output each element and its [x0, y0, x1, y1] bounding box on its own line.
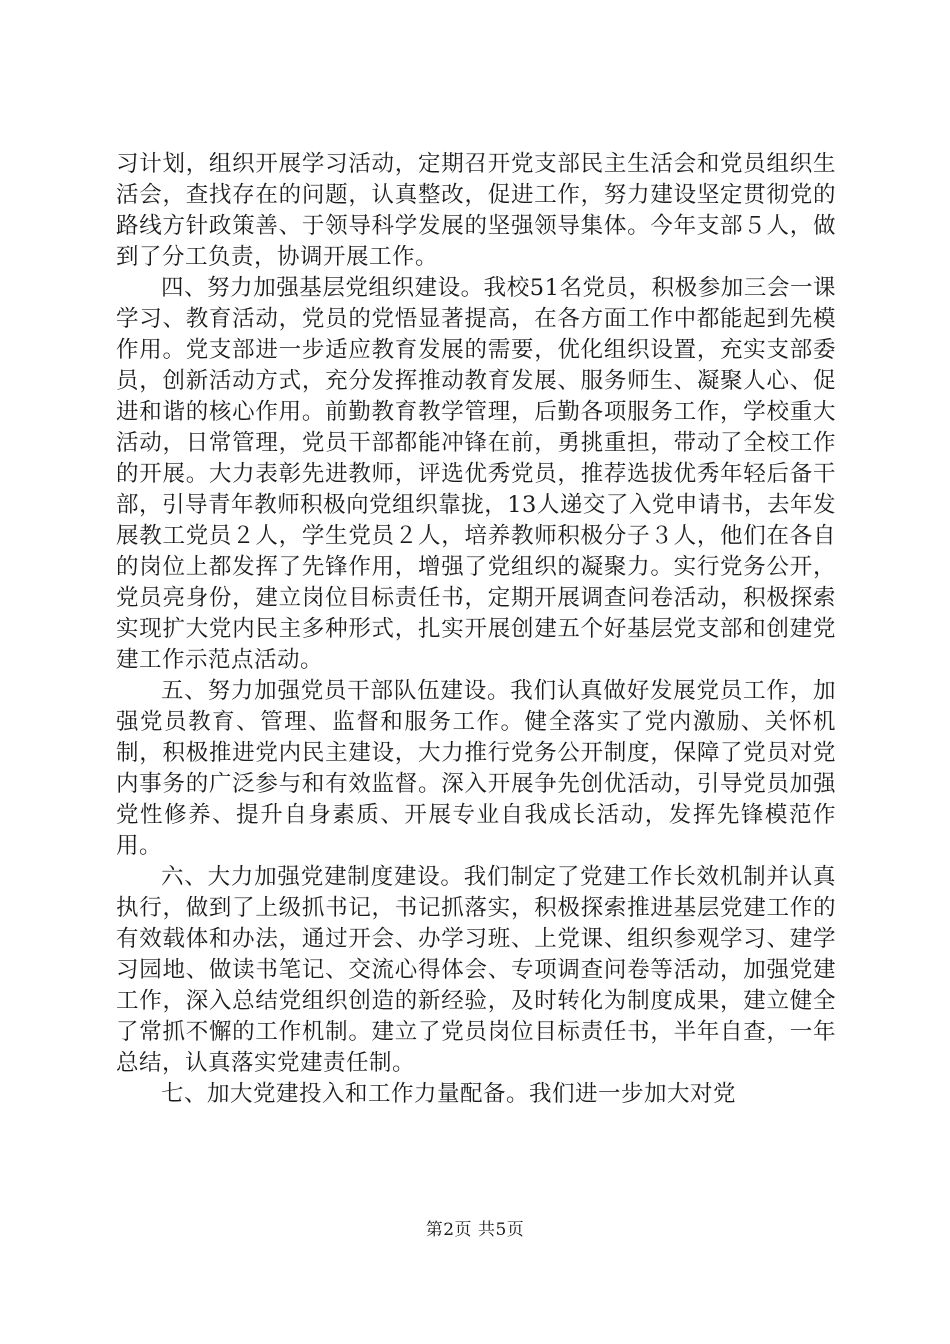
paragraph-section-six: 六、大力加强党建制度建设。我们制定了党建工作长效机制并认真执行，做到了上级抓书记，书记抓落实，积极探索推进基层党建工作的有效载体和办法，通过开会、办学习班、上党课、组织参观学习、建学习园地、做读书笔记、交流心得体会、专项调查问卷等活动，加强党建工作，深入总结党组织创造的新经验，及时转化为制度成果，建立健全了常抓不懈的工作机制。建立了党员岗位目标责任书，半年自查，一年总结，认真落实党建责任制。 — [116, 864, 836, 1076]
paragraph-section-five: 五、努力加强党员干部队伍建设。我们认真做好发展党员工作，加强党员教育、管理、监督和服务工作。健全落实了党内激励、关怀机制，积极推进党内民主建设，大力推行党务公开制度，保障了党员对党内事务的广泛参与和有效监督。深入开展争先创优活动，引导党员加强党性修养、提升自身素质、开展专业自我成长活动，发挥先锋模范作用。 — [116, 678, 836, 859]
paragraph-section-seven: 七、加大党建投入和工作力量配备。我们进一步加大对党 — [161, 1081, 737, 1107]
paragraph-study-plan: 习计划，组织开展学习活动，定期召开党支部民主生活会和党员组织生活会，查找存在的问题，认真整改，促进工作，努力建设坚定贯彻党的路线方针政策善、于领导科学发展的坚强领导集体。今年支部５人，做到了分工负责，协调开展工作。 — [116, 151, 836, 270]
document-body — [116, 149, 836, 1110]
page-footer: 第2页 共5页 — [425, 1220, 525, 1240]
paragraph-section-four: 四、努力加强基层党组织建设。我校51名党员，积极参加三会一课学习、教育活动，党员的党悟显著提高，在各方面工作中都能起到先模作用。党支部进一步适应教育发展的需要，优化组织设置，充实支部委员，创新活动方式，充分发挥推动教育发展、服务师生、凝聚人心、促进和谐的核心作用。前勤教育教学管理，后勤各项服务工作，学校重大活动，日常管理，党员干部都能冲锋在前，勇挑重担，带动了全校工作的开展。大力表彰先进教师，评选优秀党员，推荐选拔优秀年轻后备干部，引导青年教师积极向党组织靠拢，13人递交了入党申请书，去年发展教工党员２人，学生党员２人，培养教师积极分子３人，他们在各自的岗位上都发挥了先锋作用，增强了党组织的凝聚力。实行党务公开，党员亮身份，建立岗位目标责任书，定期开展调查问卷活动，积极探索实现扩大党内民主多种形式，扎实开展创建五个好基层党支部和创建党建工作示范点活动。 — [116, 275, 836, 673]
